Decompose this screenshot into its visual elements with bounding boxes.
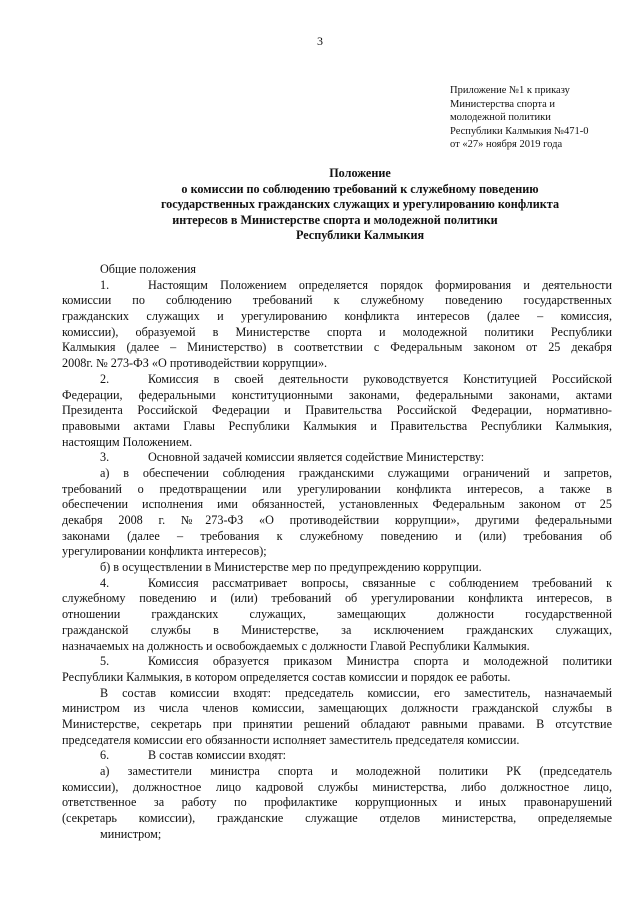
title-heading: Положение (329, 166, 391, 180)
paragraph-3-line: б) в осуществлении в Министерстве мер по предупреждению коррупции. (100, 560, 482, 575)
paragraph-number: 4. (100, 575, 110, 590)
paragraph-4-line: служебному поведению и (или) требований об урегулировании конфликта интересов, в (62, 591, 612, 606)
page-number: 3 (317, 34, 323, 48)
paragraph-1-line: комиссии), образуемой в Министерстве спорта и молодежной политики Республики (62, 324, 612, 339)
paragraph-2-line (62, 372, 612, 388)
paragraph-text: Комиссия в своей деятельности руководствуется Конституцией Российской (148, 371, 612, 386)
paragraph-2-line: настоящим Положением. (62, 434, 193, 449)
paragraph-text: Настоящим Положением определяется порядок формирования и деятельности (148, 277, 612, 292)
paragraph-5-line: министром из числа членов комиссии, замещающих должности гражданской службы в (62, 701, 612, 716)
title-line: Республики Калмыкия (295, 228, 425, 242)
title-line: интересов в Министерстве спорта и молодежной политики (172, 212, 498, 227)
paragraph-number: 1. (100, 277, 110, 292)
paragraph-5-line: председателя комиссии его обязанности исполняет заместитель председателя комиссии. (62, 732, 520, 747)
paragraph-1-line: 2008г. № 273-ФЗ «О противодействии коррупции». (62, 356, 328, 371)
appendix-line: Министерства спорта и (450, 98, 555, 110)
appendix-line: от «27» ноября 2019 года (450, 139, 563, 151)
paragraph-1-line (62, 278, 612, 294)
appendix-line: Республики Калмыкия №471-0 (450, 125, 589, 137)
paragraph-1-line: гражданских служащих и урегулированию конфликта интересов (далее – комиссия, (62, 309, 612, 324)
paragraph-6-line: а) заместители министра спорта и молодежной политики РК (председатель (100, 764, 612, 778)
appendix-line: Приложение №1 к приказу (450, 85, 570, 96)
paragraph-3-line: а) в обеспечении соблюдения гражданскими служащими ограничений и запретов, (100, 465, 612, 480)
paragraph-2-line: Федерации, федеральными конституционными законами, федеральными законами, актами (62, 387, 612, 402)
paragraph-3-line: урегулировании конфликта интересов); (62, 544, 267, 559)
paragraph-text: Комиссия образуется приказом Министра спорта и молодежной политики (148, 654, 612, 669)
paragraph-1-line: комиссии по соблюдению требований к служебному поведению государственных (62, 293, 612, 308)
paragraph-2-line: правовыми актами Главы Республики Калмыкия и Правительства Республики Калмыкия, (62, 418, 612, 433)
title-line: о комиссии по соблюдению требований к служебному поведению (181, 181, 539, 196)
paragraph-6-line: (секретарь комиссии), гражданские служащие отделов министерства, определяемые (62, 811, 612, 826)
paragraph-5-line: Министерстве, секретарь при принятии решений обладают равными правами. В отсутствие (62, 716, 612, 731)
paragraph-text: В состав комиссии входят: (148, 748, 287, 763)
paragraph-6-line (62, 748, 612, 764)
appendix-line: молодежной политики (450, 112, 551, 124)
paragraph-4-line: назначаемых на должность и освобождаемых с должности Главой Республики Калмыкия. (62, 638, 530, 653)
title-line: государственных гражданских служащих и урегулированию конфликта (160, 197, 560, 211)
section-heading: Общие положения (100, 262, 197, 276)
paragraph-3-line: законами (далее – требования к служебному поведению и (или) требования об (62, 528, 612, 543)
paragraph-2-line: Президента Российской Федерации и Правительства Российской Федерации, нормативно- (62, 403, 612, 418)
paragraph-6-line: министром; (100, 826, 162, 841)
paragraph-3-line: требований о предотвращении или урегулировании конфликта интересов, а также в (62, 481, 612, 496)
paragraph-number: 2. (100, 371, 110, 386)
paragraph-4-line: отношении гражданских служащих, замещающих должности государственной (62, 607, 612, 622)
appendix-note (450, 84, 630, 152)
document-title (100, 166, 620, 244)
paragraph-number: 3. (100, 450, 110, 465)
paragraph-1-line: Калмыкия (далее – Министерство) в соответствии с Федеральным законом от 25 декабря (62, 340, 612, 355)
paragraph-5-line (62, 654, 612, 670)
document-body (62, 262, 612, 842)
paragraph-text: Комиссия рассматривает вопросы, связанные с соблюдением требований к (148, 575, 612, 590)
paragraph-3-line: декабря 2008 г. №273-ФЗ «О противодействии коррупции», другими федеральными (62, 513, 612, 527)
paragraph-number: 5. (100, 654, 110, 669)
paragraph-4-line (62, 576, 612, 592)
paragraph-5-line: Республики Калмыкия, в котором определяется состав комиссии и порядок ее работы. (62, 669, 511, 684)
paragraph-5-line: В состав комиссии входят: председатель комиссии, его заместитель, назначаемый (100, 685, 612, 700)
paragraph-text: Основной задачей комиссии является содействие Министерству: (148, 450, 485, 465)
paragraph-3-line: обеспечении исполнения ими обязанностей, установленных Федеральным законом от 25 (62, 497, 612, 512)
paragraph-4-line: гражданской службы в Министерстве, за исключением гражданских служащих, (62, 622, 612, 637)
paragraph-number: 6. (100, 748, 110, 763)
paragraph-6-line: комиссии), должностное лицо кадровой службы министерства, либо должностное лицо, (62, 779, 612, 794)
paragraph-3-line (62, 450, 612, 466)
paragraph-6-line: ответственное за работу по профилактике коррупционных и иных правонарушений (62, 795, 612, 810)
